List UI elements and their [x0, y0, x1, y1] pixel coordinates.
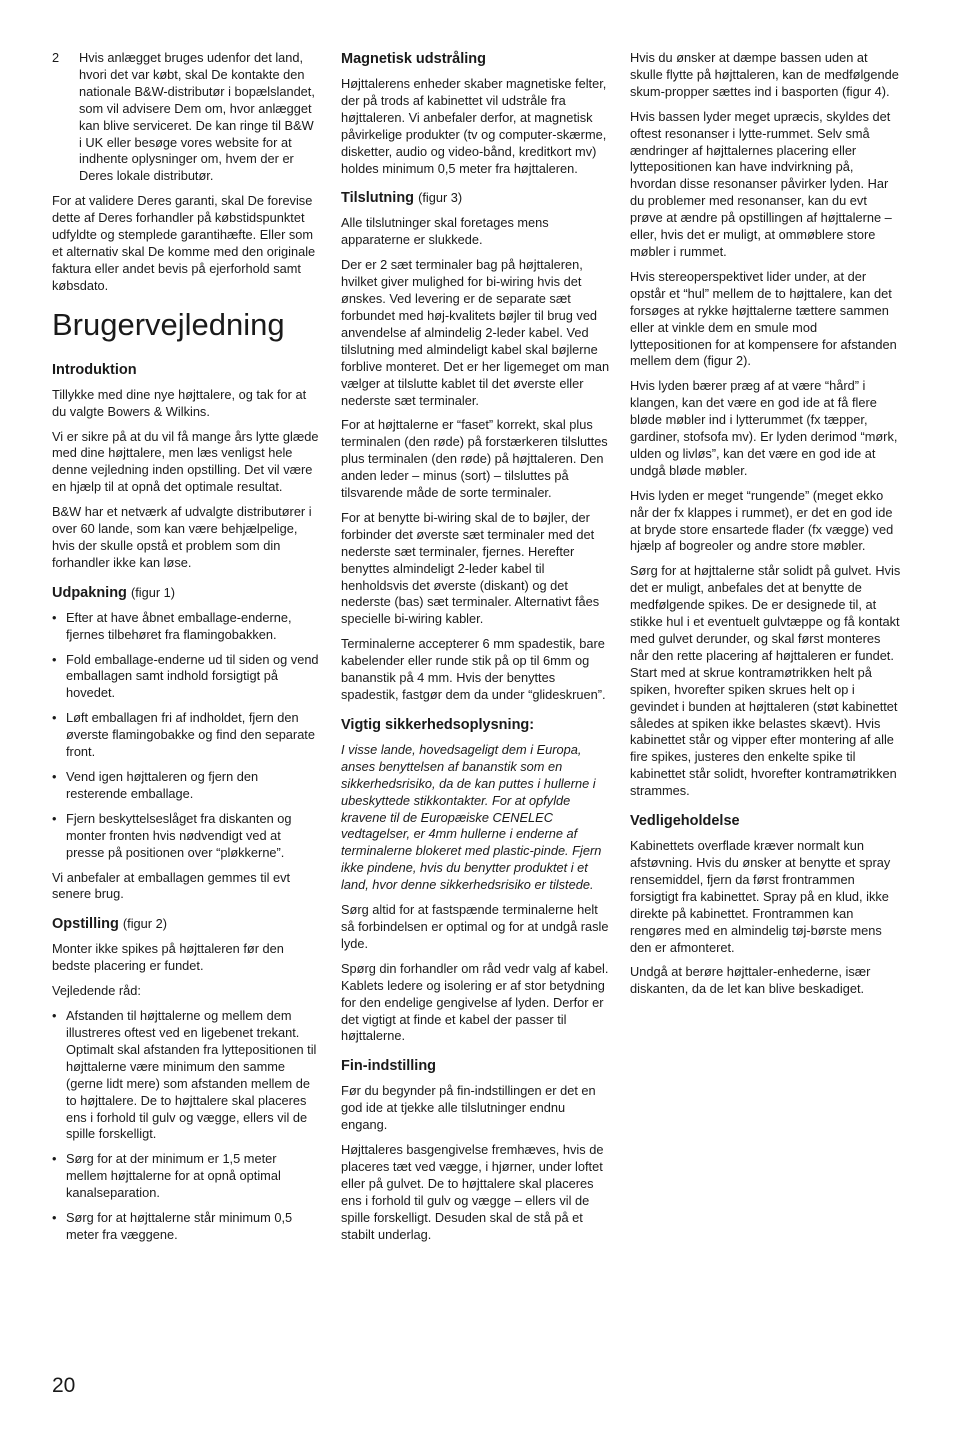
numbered-item-2 — [52, 50, 320, 185]
connect-figure-ref: (figur 3) — [418, 190, 463, 206]
resonance-paragraph: Hvis bassen lyder meget upræcis, skyldes det oftest resonanser i lytte-rummet. Selv små ændringer af højttalernes placering eller lyttepositionen kan have indvirkning på, hvordan disse resonanser påvirker lyden. Har du problemer med resonanser, kan du evt prøve at ændre på opstillingen af højttalerne – eller, hvis det er muligt, at ommøblere store møbler i rummet. — [630, 108, 892, 259]
list-item: • Løft emballagen fri af indholdet, fjern den øverste flamingobakke og find den separate front. — [52, 710, 320, 761]
magnetic-paragraph: Højttalerens enheder skaber magnetiske felter, der på trods af kabinettet vil udstråle fra højttaleren. Vi anbefaler derfor, at magnetisk påvirkelige produkter (tv og computer-skærme, disketter, audio og video-bånd, kreditkort mv) holdes minimum 0,5 meter fra højttaleren. — [341, 76, 607, 176]
unpack-figure-ref: (figur 1) — [130, 584, 176, 600]
list-item: • Fjern beskyttelseslåget fra diskanten og monter fronten hvis nødvendigt ved at presse på positionen over “pløkkerne”. — [52, 811, 320, 862]
unpack-after-paragraph: Vi anbefaler at emballagen gemmes til evt senere brug. — [52, 869, 291, 902]
fine-tuning-paragraph-2: Højttaleres basgengivelse fremhæves, hvis de placeres tæt ved vægge, i hjørner, under loftet eller på gulvet. De to højttalere skal placeres ens i forhold til gulv og vægge – ellers vil de spille forskelligt. Desuden skal de stå på et stabilt underlag. — [341, 1142, 604, 1242]
maintenance-heading: Vedligeholdelse — [630, 813, 740, 830]
page-number: 20 — [52, 1374, 76, 1397]
connect-heading — [341, 189, 611, 207]
bass-damping-paragraph: Hvis du ønsker at dæmpe bassen uden at skulle flytte på højttaleren, kan de medfølgende skum-propper sættes ind i basporten (figur 4). — [630, 50, 899, 99]
setup-paragraph-1: Monter ikke spikes på højttaleren før den bedste placering er fundet. — [52, 941, 284, 974]
unpack-heading-text: Udpakning — [52, 584, 127, 601]
setup-heading — [52, 915, 320, 933]
unpack-heading — [52, 584, 320, 602]
list-item: • Sørg for at der minimum er 1,5 meter mellem højttalerne for at opnå optimal kanalseparation. — [52, 1151, 320, 1202]
column-right — [630, 50, 902, 1006]
stereo-paragraph: Hvis stereoperspektivet lider under, at der opstår et “hul” mellem de to højttalere, kan det forsøges at rykke højttalerne tættere sammen eller at vinkle dem en smule mod lyttepositionen for at kompensere for afstanden mellem dem (figur 2). — [630, 268, 897, 369]
connect-heading-text: Tilslutning — [341, 190, 415, 207]
connect-paragraph-4: For at benytte bi-wiring skal de to bøjler, der forbinder det øverste sæt terminaler med det nederste sæt terminaler, fjernes. Herefter benyttes almindeligt 2-leder kabel til henholdsvis det øverste (diskant) og det nederste (bas) sæt terminaler. Alternativt fåes specielle bi-wiring kabler. — [341, 509, 600, 627]
list-item: • Vend igen højttaleren og fjern den resterende emballage. — [52, 769, 320, 803]
item-text: Hvis anlægget bruges udenfor det land, hvori det var købt, skal De kontakte den nationale B&W-distributør i bopælslandet, som vil advisere Dem om, hvor anlægget kan blive serviceret. De kan ringe til B&W i UK eller besøge vores website for at indhente oplysninger om, hvem der er Deres lokale distributør. — [79, 50, 315, 184]
connect-paragraph-2: Der er 2 sæt terminaler bag på højttaleren, hvilket giver mulighed for bi-wiring hvis det ønskes. Ved levering er de separate sæt forbundet med høj-kvalitets bøjler til brug ved anvendelse af almindelig 2-leder kabel. Ved tilslutning med almindeligt kabel skal bøjlerne forblive monteret. Det er her ligemeget om man vælger at tilslutte kablet til det øverste eller nederste sæt terminaler. — [341, 257, 610, 408]
list-item: • Efter at have åbnet emballage-enderne, fjernes tilbehøret fra flamingobakken. — [52, 610, 320, 644]
guarantee-paragraph: For at validere Deres garanti, skal De forevise dette af Deres forhandler på købstidspunktet udfyldte og stemplede garantihæfte. Eller som et alternativ skal De komme med den originale faktura eller andet bevis på ejerforhold samt købsdato. — [52, 193, 316, 293]
item-number: 2 — [52, 50, 60, 65]
connect-paragraph-5: Terminalerne accepterer 6 mm spadestik, bare kabelender eller runde stik på op til 6mm og bananstik på 4 mm. Hvis der benyttes spadestik, fastgør dem da under “glideskruen”. — [341, 636, 606, 702]
magnetic-heading: Magnetisk udstråling — [341, 51, 487, 67]
column-left — [52, 50, 320, 1252]
maintenance-paragraph-2: Undgå at berøre højttaler-enhederne, især diskanten, da de let kan blive beskadiget. — [630, 964, 871, 997]
column-middle — [341, 50, 611, 1251]
safety-italic-paragraph: I visse lande, hovedsageligt dem i Europa, anses benyttelsen af bananstik som en sikkerhedsrisiko, da de kan puttes i hullerne i ubeskyttede stikkontakter. For at opfylde kravene til de Europæiske CENELEC vedtagelser, er 4mm hullerne i enderne af terminalerne blokeret med plastic-pinde. Fjern ikke pindene, hvis du benytter produktet i et land, hvor denne sikkerhedsrisiko er tilstede. — [341, 741, 602, 893]
fine-tuning-paragraph-1: Før du begynder på fin-indstillingen er det en god ide at tjekke alle tilslutninger endnu engang. — [341, 1083, 596, 1133]
echo-paragraph: Hvis lyden er meget “rungende” (meget ekko når der fx klappes i rummet), er det en god ide at bryde store ensartede flader (fx vægge) ved hjælp af bogreoler og andre store møbler. — [630, 487, 894, 554]
safety-heading: Vigtig sikkerhedsoplysning: — [341, 716, 535, 733]
setup-list — [52, 1008, 320, 1244]
connect-paragraph-1: Alle tilslutninger skal foretages mens apparaterne er slukkede. — [341, 215, 549, 248]
list-item: • Afstanden til højttalerne og mellem dem illustreres oftest ved en ligebenet trekant. Optimalt skal afstanden fra lyttepositionen til højttalerne være minimum den samme (gerne lidt mere) som afstanden mellem de to højttalere. De to højttalere skal placeres ens i forhold til gulv og vægge, ellers vil de spille forskelligt. — [52, 1008, 320, 1143]
safety-paragraph-3: Spørg din forhandler om råd vedr valg af kabel. Kablets ledere og isolering er af stor betydning for den endelige gengivelse af lyden. Derfor er det vigtigt at finde et kabel der passer til højttalerne. — [341, 960, 609, 1044]
list-item: • Sørg for at højttalerne står minimum 0,5 meter fra væggene. — [52, 1210, 320, 1244]
setup-figure-ref: (figur 2) — [122, 916, 167, 932]
setup-heading-text: Opstilling — [52, 916, 119, 933]
safety-paragraph-2: Sørg altid for at fastspænde terminalerne helt så forbindelsen er optimal og for at undgå rasle lyde. — [341, 902, 609, 951]
unpack-list — [52, 610, 320, 862]
intro-heading: Introduktion — [52, 361, 137, 378]
list-item: • Fold emballage-enderne ud til siden og vend emballagen samt indhold forsigtigt på hovedet. — [52, 652, 320, 703]
spikes-paragraph: Sørg for at højttalerne står solidt på gulvet. Hvis det er muligt, anbefales det at benytte de medfølgende spikes. De er designede til, at stikke hul i et eventuelt gulvtæppe og få kontakt med gulvet derunder, og skal først monteres når den rette placering af højttaleren er fundet. Start med at skrue kontramøtrikken helt på spiken, hvorefter spiken skrues helt op i gevindet i bunden at højttaleren (støt kabinettet således at spiken ikke belastes skævt). Hvis kabinettet står og vipper efter montering af alle fire spikes, justeres den enkelte spike til kabinettet står solidt, hvorefter kontramøtrikken strammes. — [630, 563, 901, 799]
setup-paragraph-2: Vejledende råd: — [52, 983, 141, 999]
intro-paragraph-3: B&W har et netværk af udvalgte distributører i over 60 lande, som kan være behjælpelige, hvis der skulle opstå et problem som din forhandler ikke kan løse. — [52, 504, 312, 570]
hard-sound-paragraph: Hvis lyden bærer præg af at være “hård” i klangen, kan det være en god ide at få flere bløde møbler ind i lytterummet (fx tæpper, gardiner, stofsofa mv). Er lyden derimod “mørk, ulden og livløs”, kan det være en god ide at undgå bløde møbler. — [630, 378, 898, 478]
intro-paragraph-2: Vi er sikre på at du vil få mange års lytte glæde med dine højttalere, men læs venligst hele denne vejledning inden opstilling. Det vil være en hjælp til at opnå det optimale resultat. — [52, 428, 319, 495]
maintenance-paragraph-1: Kabinettets overflade kræver normalt kun afstøvning. Hvis du ønsker at benytte et spray rensemiddel, fjern da først frontrammen forsigtigt fra kabinettet. Spray på en klud, ikke direkte på kabinettet. Frontrammen kan rengøres med en almindelig tøj-børste mens den er afmonteret. — [630, 838, 891, 955]
fine-tuning-heading: Fin-indstilling — [341, 1058, 437, 1075]
page-title: Brugervejledning — [52, 306, 285, 342]
intro-paragraph-1: Tillykke med dine nye højttalere, og tak for at du valgte Bowers & Wilkins. — [52, 386, 307, 419]
connect-paragraph-3: For at højttalerne er “faset” korrekt, skal plus terminalen (den røde) på forstærkeren tilsluttes plus terminalen (den røde) på højttaleren. Den anden leder – minus (sort) – tilsluttes på tilsvarende måde de sorte terminaler. — [341, 417, 608, 501]
